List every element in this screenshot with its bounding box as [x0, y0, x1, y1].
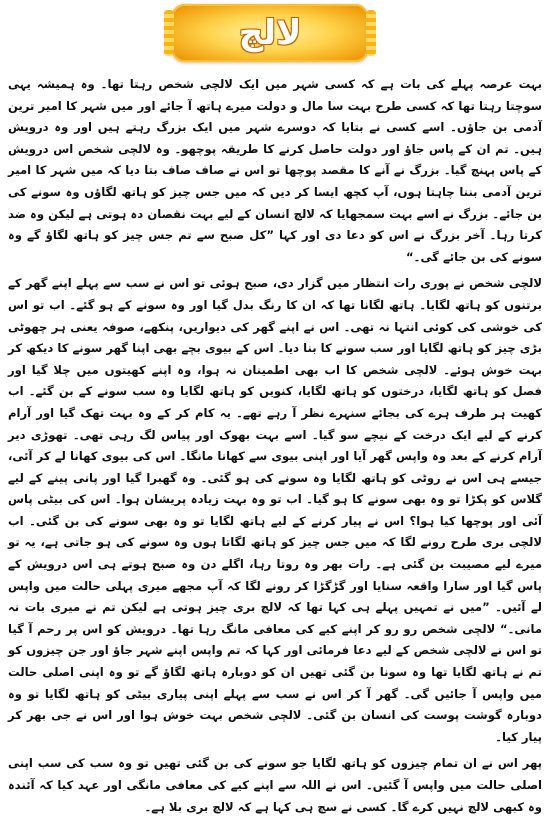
paragraph-2: لالچی شخص نے پوری رات انتظار میں گزار دی، صبح ہوئی تو اس نے سب سے پہلے اپنے گھر کے برتنوں کو ہاتھ لگایا۔ ہاتھ لگانا تھا کہ ان کا رنگ بدل گیا اور وہ سونے کے ہو گئے۔ اب تو اس کی خوشی کی کوئی انتہا نہ تھی۔ اس نے اپنے گھر کی دیواریں، پنکھے، صوفہ یعنی ہر چھوٹی بڑی چیز کو ہاتھ لگایا اور سب سونے کا بنا دیا۔ اس کے بیوی بچے بھی اپنا گھر سونے کا دیکھ کر بہت خوش ہوئے۔ لالچی شخص کا اب بھی اطمینان نہ ہوا، وہ اپنے کھیتوں میں چلا گیا اور فصل کو ہاتھ لگایا، درختوں کو ہاتھ لگایا، کنویں کو ہاتھ لگایا وہ سب سونے کے بن گئے۔ اب کھیت ہر طرف ہرے کی بجائے سنہرے نظر آ رہے تھے۔ یہ کام کر کے وہ بہت تھک گیا اور آرام کرنے کے لیے ایک درخت کے نیچے سو گیا۔ اسے بہت بھوک اور پیاس لگ رہی تھی۔ تھوڑی دیر آرام کرنے کے بعد وہ واپس گھر آیا اور اپنی بیوی سے کھانا مانگا۔ اس کی بیوی کھانا لے کر آئی، جیسے ہی اس نے روٹی کو ہاتھ لگایا وہ سونے کی ہو گئی۔ وہ گھبرا گیا اور پانی پینے کے لیے گلاس کو پکڑا تو وہ بھی سونے کا ہو گیا۔ اب تو وہ بہت زیادہ پریشان ہوا۔ اس کی بیٹی پاس آئی اور پوچھا کیا ہوا؟ اس نے پیار کرنے کے لیے ہاتھ لگایا تو وہ بھی سونے کی بن گئی۔ اب لالچی بری طرح رونے لگا کہ میں جس چیز کو ہاتھ لگاتا ہوں وہ سونے کی ہو جاتی ہے، یہ تو میرے لیے مصیبت بن گئی ہے۔ رات بھر وہ روتا رہا، اگلے دن وہ صبح ہوتے ہی اس درویش کے پاس گیا اور سارا واقعہ سنایا اور گڑگڑا کر رونے لگا کہ آپ مجھے میری پہلی حالت میں واپس لے آئیں۔ ”میں نے تمہیں پہلے ہی کہا تھا کہ لالچ بری چیز ہوتی ہے لیکن تم نے میری بات نہ مانی۔“ لالچی شخص رو رو کر اپنے کیے کی معافی مانگ رہا تھا۔ درویش کو اس پر رحم آ گیا تو اس نے لالچی شخص کے لیے دعا فرمائی اور کہا کہ تم واپس اپنے شہر جاؤ اور جن چیزوں کو تم نے ہاتھ لگایا تھا وہ سونا بن گئی تھیں ان کو دوبارہ ہاتھ لگاؤ گے تو وہ اپنی اصلی حالت میں واپس آ جائیں گی۔ گھر آ کر اس نے سب سے پہلے اپنی پیاری بیٹی کو ہاتھ لگایا تو وہ دوبارہ گوشت پوست کی انسان بن گئی۔ لالچی شخص بہت خوش ہوا اور اس نے جی بھر کر پیار کیا۔	[8, 276, 542, 744]
paragraph-1: بہت عرصہ پہلے کی بات ہے کہ کسی شہر میں ایک لالچی شخص رہتا تھا۔ وہ ہمیشہ یہی سوچتا رہتا تھا کہ کسی طرح بہت سا مال و دولت میرے ہاتھ آ جائے اور میں شہر کا امیر ترین آدمی بن جاؤں۔ اسے کسی نے بتایا کہ دوسرے شہر میں ایک بزرگ رہتے ہیں اور وہ درویش ہیں۔ تم ان کے پاس جاؤ اور دولت حاصل کرنے کا طریقہ پوچھو۔ وہ لالچی شخص اس درویش کے پاس پہنچ گیا۔ بزرگ نے آنے کا مقصد پوچھا تو اس نے صاف صاف بتا دیا کہ میں شہر کا امیر ترین آدمی بننا چاہتا ہوں، آپ کچھ ایسا کر دیں کہ میں جس چیز کو ہاتھ لگاؤں وہ سونے کی بن جائے۔ بزرگ نے اسے بہت سمجھایا کہ لالچ انسان کے لیے بہت نقصان دہ ہوتی ہے لیکن وہ ضد کرتا رہا۔ آخر بزرگ نے اس کو دعا دی اور کہا ”کل صبح سے تم جس چیز کو ہاتھ لگاؤ گے وہ سونے کی بن جائے گی۔“	[8, 77, 542, 264]
title-banner	[170, 4, 370, 62]
story-body	[8, 74, 542, 814]
paragraph-3: پھر اس نے ان تمام چیزوں کو ہاتھ لگایا جو سونے کی بن گئی تھیں تو وہ سب کی سب اپنی اصلی حالت میں واپس آ گئیں۔ اس نے اللہ سے اپنے کیے کی معافی مانگی اور عہد کیا کہ آئندہ وہ کبھی لالچ نہیں کرے گا۔ کسی نے سچ ہی کہا ہے کہ لالچ بری بلا ہے۔	[8, 756, 542, 814]
page-title: لالچ	[238, 13, 302, 53]
